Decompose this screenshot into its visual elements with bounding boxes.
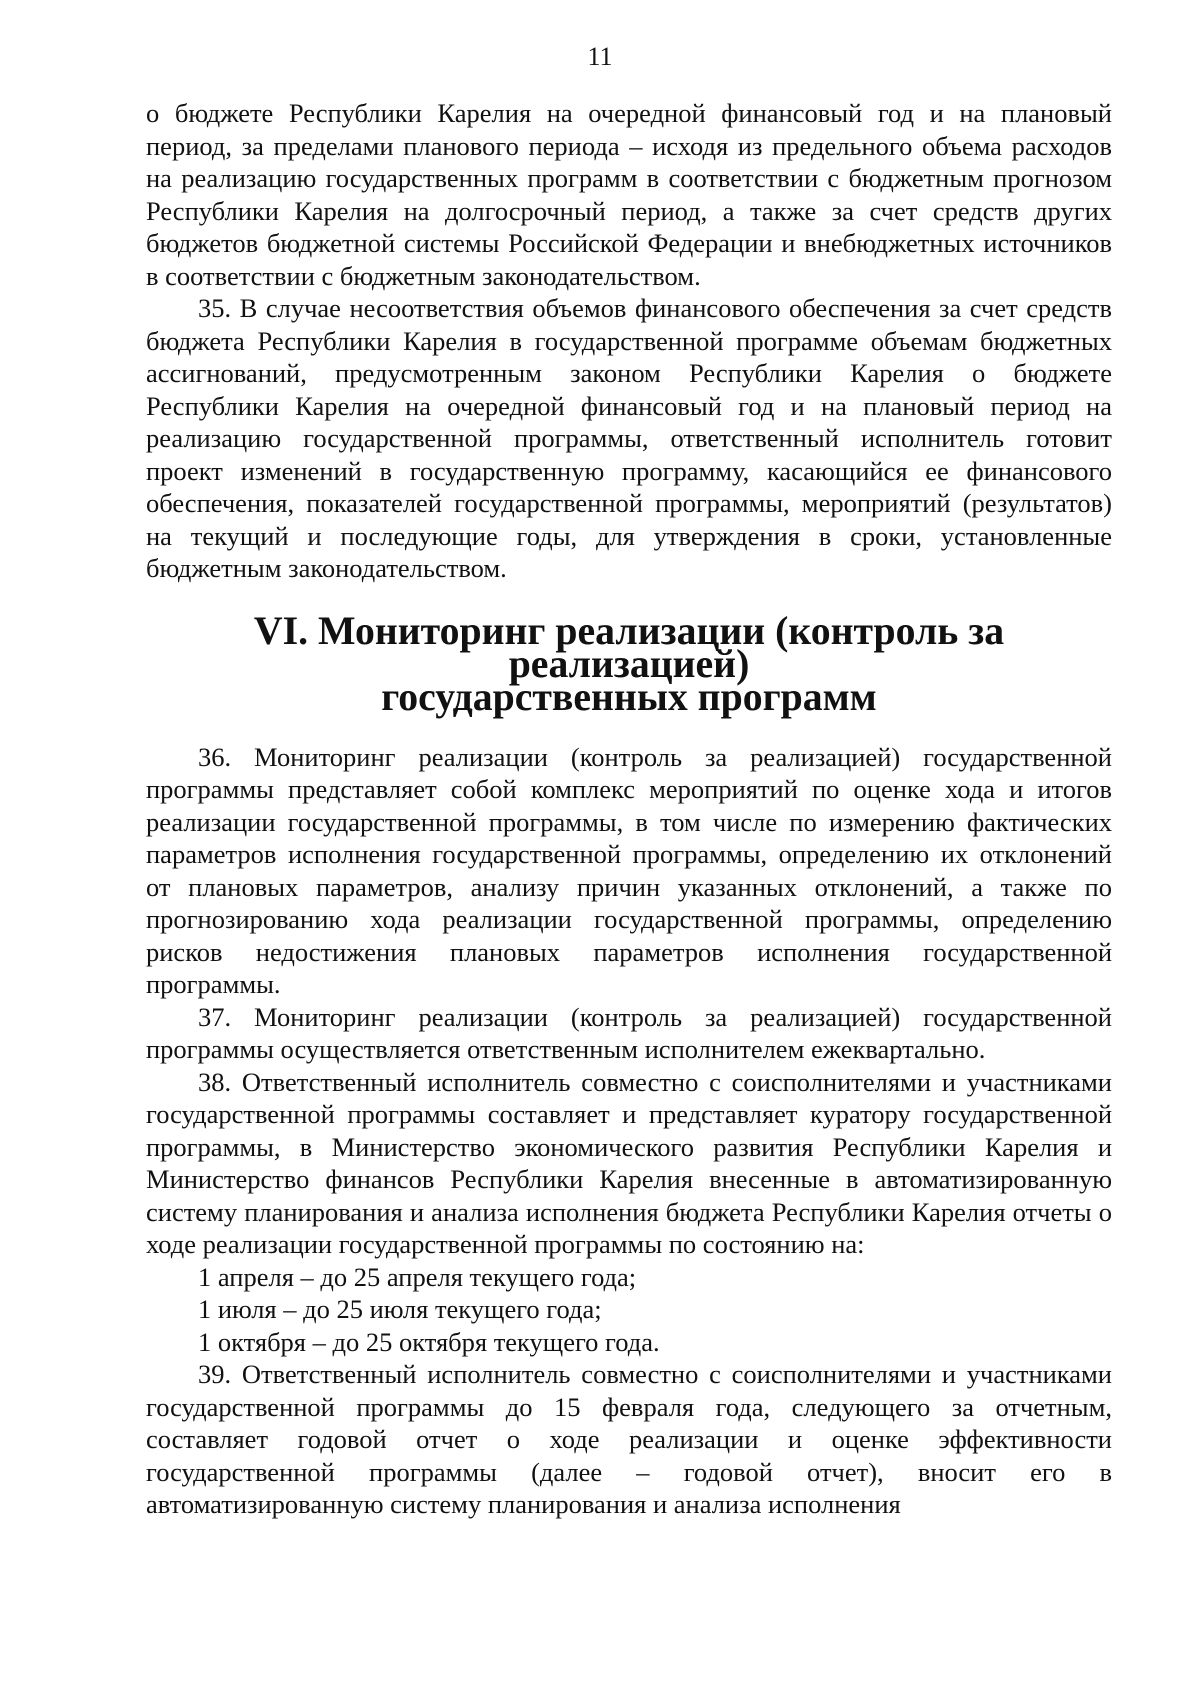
paragraph-39: 39. Ответственный исполнитель совместно с соисполнителями и участниками государственной программы до 15 февраля года, следующего за отчетным, составляет годовой отчет о ходе реализации и оценке эффективности государственной программы (далее – годовой отчет), вносит его в автоматизированную систему планирования и анализа исполнения: [146, 1359, 1112, 1519]
paragraph-34-continuation: о бюджете Республики Карелия на очередной финансовый год и на плановый период, за пределами планового периода – исходя из предельного объема расходов на реализацию государственных программ в соответствии с бюджетным прогнозом Республики Карелия на долгосрочный период, а также за счет средств других бюджетов бюджетной системы Российской Федерации и внебюджетных источников в соответствии с бюджетным законодательством.: [146, 98, 1112, 291]
list-item-october: 1 октября – до 25 октября текущего года.: [198, 1326, 660, 1357]
paragraph-37: 37. Мониторинг реализации (контроль за реализацией) государственной программы осуществляется ответственным исполнителем ежеквартально.: [146, 1001, 1112, 1064]
paragraph-36: 36. Мониторинг реализации (контроль за реализацией) государственной программы представляет собой комплекс мероприятий по оценке хода и итогов реализации государственной программы, в том числе по измерению фактических параметров исполнения государственной программы, определению их отклонений от плановых параметров, анализу причин указанных отклонений, а также по прогнозированию хода реализации государственной программы, определению рисков недостижения плановых параметров исполнения государственной программы.: [146, 741, 1112, 999]
section-heading-line-2: государственных программ: [381, 674, 877, 719]
section-heading-line-1: VI. Мониторинг реализации (контроль за реализацией): [253, 608, 1005, 686]
section-heading: [146, 608, 1112, 719]
list-item-july: 1 июля – до 25 июля текущего года;: [198, 1294, 602, 1324]
list-item-april: 1 апреля – до 25 апреля текущего года;: [198, 1261, 637, 1292]
document-body: [146, 97, 1112, 1521]
paragraph-38: 38. Ответственный исполнитель совместно с соисполнителями и участниками государственной программы составляет и представляет куратору государственной программы, в Министерство экономического развития Республики Карелия и Министерство финансов Республики Карелия внесенные в автоматизированную систему планирования и анализа исполнения бюджета Республики Карелия отчеты о ходе реализации государственной программы по состоянию на:: [146, 1066, 1112, 1259]
paragraph-35: 35. В случае несоответствия объемов финансового обеспечения за счет средств бюджета Республики Карелия в государственной программе объемам бюджетных ассигнований, предусмотренным законом Республики Карелия о бюджете Республики Карелия на очередной финансовый год и на плановый период на реализацию государственной программы, ответственный исполнитель готовит проект изменений в государственную программу, касающийся ее финансового обеспечения, показателей государственной программы, мероприятий (результатов) на текущий и последующие годы, для утверждения в сроки, установленные бюджетным законодательством.: [146, 293, 1112, 583]
page-number: 11: [587, 42, 613, 71]
